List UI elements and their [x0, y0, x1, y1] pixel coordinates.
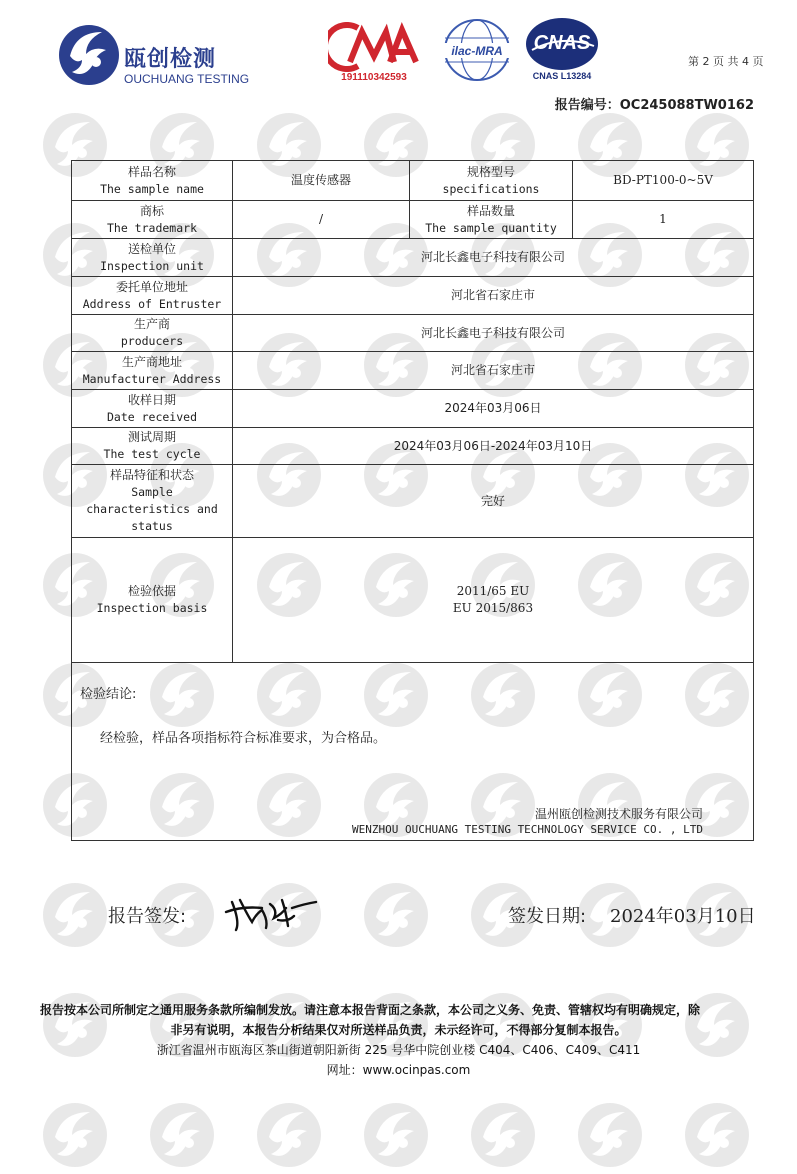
- inspection-unit-value: 河北长鑫电子科技有限公司: [233, 239, 754, 277]
- table-row: [72, 239, 754, 277]
- label-en: The test cycle: [103, 447, 201, 461]
- label-cell: [410, 201, 573, 239]
- ilac-mra-seal: [440, 18, 514, 82]
- basis-standard: 2011/65 EU: [456, 584, 530, 598]
- logo-en-text: OUCHUANG TESTING: [124, 72, 250, 86]
- label-cn: 规格型号: [466, 164, 515, 179]
- label-en: Sample: [131, 485, 173, 499]
- test-cycle-value: 2024年03月06日-2024年03月10日: [233, 428, 754, 465]
- inspection-basis-value: [233, 538, 754, 663]
- label-en: Inspection basis: [96, 601, 208, 615]
- watermark-logo-icon: [468, 1100, 538, 1170]
- label-cell: [72, 201, 233, 239]
- ilac-globe-icon: [440, 18, 514, 82]
- company-name-cn: 温州瓯创检测技术服务有限公司: [534, 807, 703, 821]
- label-en: The trademark: [106, 220, 197, 235]
- conclusion-text: 经检验，样品各项指标符合标准要求，为合格品。: [100, 731, 387, 746]
- handwritten-signature: [222, 892, 318, 934]
- sample-name-value: 温度传感器: [233, 161, 410, 201]
- watermark-logo-icon: [682, 1100, 752, 1170]
- label-en: Address of Entruster: [82, 296, 222, 311]
- table-row: [72, 352, 754, 390]
- label-cn: 样品特征和状态: [109, 468, 194, 482]
- watermark-logo-icon: [361, 880, 431, 950]
- label-en: The sample quantity: [425, 220, 557, 235]
- label-en: characteristics and: [86, 502, 218, 516]
- date-received-value: 2024年03月06日: [233, 390, 754, 428]
- table-row: [72, 315, 754, 352]
- specification-value: BD-PT100-0~5V: [573, 161, 754, 201]
- cma-mark-icon: [328, 22, 420, 72]
- trademark-value: /: [233, 201, 410, 239]
- footer: [40, 1000, 757, 1080]
- label-cn: 委托单位地址: [115, 279, 188, 294]
- table-row: [72, 277, 754, 315]
- label-cell: [72, 465, 233, 538]
- cnas-text: CNAS: [533, 32, 591, 54]
- label-cell: [72, 538, 233, 663]
- label-cell: [72, 352, 233, 390]
- label-cn: 生产商地址: [121, 354, 182, 369]
- sample-info-table: [71, 160, 754, 663]
- disclaimer-line: 非另有说明，本报告分析结果仅对所送样品负责，未示经许可，不得部分复制本报告。: [170, 1023, 627, 1037]
- label-cell: [410, 161, 573, 201]
- page-indicator: 第 2 页 共 4 页: [688, 55, 764, 68]
- table-row: [72, 201, 754, 239]
- label-en: status: [131, 519, 173, 533]
- watermark-logo-icon: [40, 1100, 110, 1170]
- footer-address: 浙江省温州市瓯海区茶山街道朝阳新街 225 号华中院创业楼 C404、C406、C409、C411: [156, 1043, 641, 1057]
- label-cell: [72, 161, 233, 201]
- label-cell: [72, 239, 233, 277]
- label-cn: 送检单位: [127, 241, 176, 256]
- label-en: Inspection unit: [100, 258, 204, 273]
- watermark-logo-icon: [147, 1100, 217, 1170]
- watermark-logo-icon: [575, 1100, 645, 1170]
- table-row: [72, 465, 754, 538]
- label-cell: [72, 428, 233, 465]
- label-en: Manufacturer Address: [82, 371, 222, 386]
- table-row: [72, 428, 754, 465]
- label-cn: 收样日期: [127, 392, 176, 407]
- cnas-seal: [522, 16, 602, 86]
- report-number: 报告编号：OC245088TW0162: [554, 98, 754, 113]
- label-en: Date received: [106, 409, 197, 424]
- label-cn: 测试周期: [127, 430, 176, 444]
- producer-value: 河北长鑫电子科技有限公司: [233, 315, 754, 352]
- watermark-logo-icon: [361, 1100, 431, 1170]
- issue-date-value: 2024年03月10日: [610, 906, 756, 927]
- logo-emblem-icon: [56, 20, 122, 90]
- footer-website: 网址：www.ocinpas.com: [326, 1063, 471, 1077]
- watermark-logo-icon: [254, 1100, 324, 1170]
- footer-disclaimer: [40, 1000, 757, 1040]
- label-cell: [72, 390, 233, 428]
- quantity-value: 1: [573, 201, 754, 239]
- issue-date-label: 签发日期:: [508, 906, 587, 927]
- label-cn: 检验依据: [127, 584, 176, 598]
- label-en: specifications: [442, 181, 540, 196]
- company-logo: [56, 20, 256, 90]
- cnas-number: CNAS L13284: [532, 71, 592, 81]
- manufacturer-address-value: 河北省石家庄市: [233, 352, 754, 390]
- sign-label: 报告签发:: [108, 906, 187, 927]
- label-cn: 样品名称: [127, 164, 176, 179]
- sample-status-value: 完好: [233, 465, 754, 538]
- conclusion-label: 检验结论:: [80, 687, 137, 702]
- label-cn: 商标: [139, 203, 164, 218]
- label-en: The sample name: [100, 181, 204, 196]
- watermark-logo-icon: [40, 880, 110, 950]
- cnas-badge-icon: [522, 16, 602, 72]
- logo-cn-text: 瓯创检测: [124, 47, 217, 72]
- disclaimer-line: 报告按本公司所制定之通用服务条款所编制发放。请注意本报告背面之条款，本公司之义务、免责、管辖权均有明确规定，除: [40, 1003, 701, 1017]
- table-row: [72, 161, 754, 201]
- label-cn: 样品数量: [466, 203, 515, 218]
- basis-standard: EU 2015/863: [452, 601, 534, 615]
- table-row: [72, 390, 754, 428]
- label-cell: [72, 315, 233, 352]
- entruster-address-value: 河北省石家庄市: [233, 277, 754, 315]
- cma-number: 191110342593: [341, 72, 407, 83]
- cma-seal: [328, 22, 420, 86]
- conclusion-section: [71, 662, 754, 841]
- label-cn: 生产商: [133, 317, 170, 331]
- company-name-en: WENZHOU OUCHUANG TESTING TECHNOLOGY SERVICE CO. , LTD: [352, 823, 703, 836]
- ilac-text: ilac-MRA: [451, 44, 503, 58]
- label-en: producers: [120, 334, 184, 348]
- label-cell: [72, 277, 233, 315]
- table-row: [72, 538, 754, 663]
